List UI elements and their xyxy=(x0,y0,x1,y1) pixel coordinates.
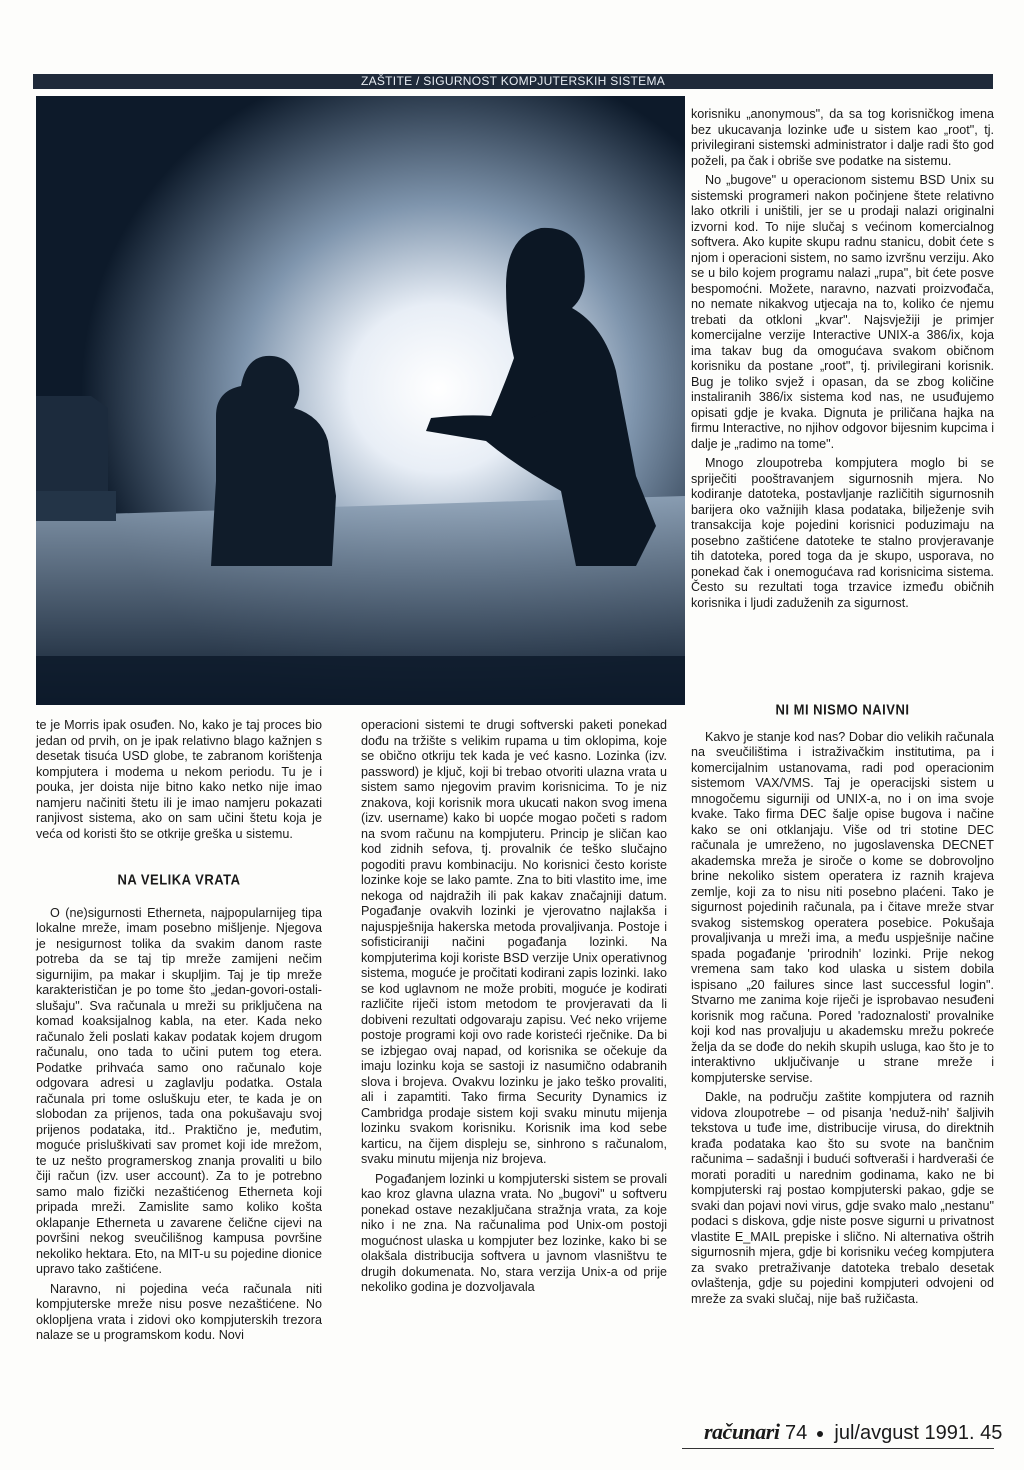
silhouette-photo-illustration xyxy=(36,96,685,705)
footer-rule xyxy=(682,1448,994,1449)
column-1 xyxy=(36,718,322,1344)
column-3 xyxy=(691,702,994,1307)
subheading-na-velika-vrata: NA VELIKA VRATA xyxy=(117,870,241,889)
paragraph: Mnogo zloupotreba kompjutera moglo bi se spriječiti pooštravanjem sigurnosnih mjera. No kodiranje datoteka, postavljanje različitih sigurnosnih barijera oko važnijih klasa podataka, bilježenje svih transakcija koje pojedini korisnici poduzimaju na posebno zaštićene datoteke te stalno provjeravanje tih datoteka, pored toga da je skupo, usporava, no ponekad čak i onemogućava rad korisnicima sistema. Često su rezultati toga trzavice između običnih korisnika i ljudi zaduženih za sigurnost. xyxy=(691,456,994,610)
section-header-bar xyxy=(33,74,993,89)
paragraph: No „bugove" u operacionom sistemu BSD Unix su sistemski programeri nakon počinjene štete relativno lako otkrili i uništili, jer se u prodaji nalazi originalni izvorni kod. To nije slučaj s većinom komercialnog softvera. Ako kupite skupu radnu stanicu, dobit ćete s njom i operacioni sistem, no samo izvršnu verziju. Ako se u bilo kojem programu nalazi „rupa", bit ćete posve bespomoćni. Možete, naravno, nazvati proizvođača, no nemate nikakvog utjecaja na to, koliko će njemu trebati da otkloni „kvar". Najsvježiji je primjer komercijalne verzije Interactive UNIX-a 386/ix, koja ima takav bug da omogućava svakom običnom korisniku da postane „root", tj. privilegirani korisnik. Bug je toliko svjež i opasan, da se zbog količine instaliranih 386/ix sistema kod nas, ne usuđujemo opisati gdje je kvaka. Dignuta je priličana hajka na firmu Interactive, no njihov odgovor bijesnim kupcima i dalje je „radimo na tome". xyxy=(691,173,994,451)
paragraph: Naravno, ni pojedina veća računala niti kompjuterske mreže nisu posve nezaštićene. No oklopljena vrata i zidovi oko kompjuterskih trezora nalaze se u programskom kodu. Novi xyxy=(36,1281,322,1342)
bullet-dot-icon xyxy=(817,1431,823,1437)
paragraph: korisniku „anonymous", da sa tog korisničkog imena bez ukucavanja lozinke uđe u sistem kao „root", tj. privilegirani sistemski administrator i dalje radi što god poželi, pa čak i obriše sve podatke na sistemu. xyxy=(691,107,994,168)
page-footer xyxy=(704,1419,1002,1445)
paragraph: Pogađanjem lozinki u kompjuterski sistem se provali kao kroz glavna ulazna vrata. No „bugovi" u softveru ponekad ostave nezaključana stražnja vrata, za koje niko i ne zna. Na računalima pod Unix-om postoji mogućnost ulaska u kompjuter bez lozinke, kako bi se olakšala distribucija softvera u javnom vlasništvu te drugih dokumenata. No, stara verzija Unix-a od prije nekoliko godina je dozvoljavala xyxy=(361,1171,667,1294)
issue-number: 74 xyxy=(785,1422,808,1444)
section-title: ZAŠTITE / SIGURNOST KOMPJUTERSKIH SISTEMA xyxy=(360,74,666,88)
article-photo xyxy=(36,96,685,705)
issue-date-page: jul/avgust 1991. 45 xyxy=(834,1422,1003,1444)
column-2 xyxy=(361,718,667,1296)
paragraph: te je Morris ipak osuđen. No, kako je taj proces bio jedan od prvih, on je ipak relativno blago kažnjen s desetak tisuća USD globe, te zabranom korištenja kompjutera i modema u nekom periodu. Tu je i pouka, jer doista nije bitno kako netko nije imao namjeru načiniti štetu ili je imao namjeru pokazati ranjivost sistema, ako on sam učini štetu koja je veća od koristi što se otkrije greška u sistemu. xyxy=(36,718,322,841)
top-right-column xyxy=(691,107,994,611)
magazine-name: računari xyxy=(704,1419,780,1444)
paragraph: O (ne)sigurnosti Etherneta, najpopularnijeg tipa lokalne mreže, imam posebno mišljenje. Njegova je nesigurnost tolika da svakim danom raste potreba da se taj tip mreže zamijeni nečim sigurnijim, pa makar i skupljim. Taj je tip mreže karakterističan je po tome što „jedan-govori-ostali-slušaju". Sva računala u mreži su priključena na komad koaksijalnog kabla, na eter. Kada neko računalo želi poslati kakav podatak kojem drugom računalu, ono tada to učini putem tog etera. Podatke prihvaća samo ono računalo koje odgovara adresi u zaglavlju podatka. Ostala računala pri tome osluškuju eter, te kada je on slobodan za prijenos, tada ona pokušavaju svoj prijenos podataka, itd.. Praktično je, međutim, moguće prisluškivati sav promet koji ide mrežom, te uz nešto programerskog znanja provaliti u bilo čiji račun (izv. user account). Za to je potrebno samo malo fizički nezaštićenog Etherneta koji pripada mreži. Zamislite samo koliko košta oklapanje Etherneta u zavarene čelične cijevi na površini nekog sveučilišnog kampusa površine nekoliko hektara. Eto, na MIT-u su pojedine dionice upravo tako zaštićene. xyxy=(36,905,322,1276)
paragraph: Kakvo je stanje kod nas? Dobar dio velikih računala na sveučilištima i istraživačkim institutima, pa i komercijalnim ustanovama, radi pod operacionim sistemom VAX/VMS. Taj je operacijski sistem u mnogočemu sigurniji od UNIX-a, no i on ima svoje kvake. Tako firma DEC šalje opise bugova i načine kako se oni otklanjaju. Više od tri stotine DEC računala je umreženo, no jugoslavenska DECNET akademska mreža je siroče o kome se dobrovoljno brine nekoliko sistem operatera iz raznih krajeva zemlje, koji za to nisu niti posebno plaćeni. Tako je sigurnost pojedinih računala, pa i čitave mreže stvar svakog sistemskog operatera posebice. Pokušaja provaljivanja u mreži ima, a među uspješnije načine spada pogađanje 'prirodnih' lozinki. Prije nekog vremena sam tako kod ulaska u sistem dobila ispisano „20 failures since last successful login". Stvarno me zanima koje riječi je isprobavao nesuđeni korisnik mog računa. Pored 'radoznalosti' provalnike koji kod nas provaljuju u akademsku mrežu pokreće želja da se dođe do nekih skupih usluga, kao što je to interaktivno uključivanje u strane mreže i kompjuterske servise. xyxy=(691,729,994,1085)
subheading-ni-mi-nismo-naivni: NI MI NISMO NAIVNI xyxy=(775,700,910,719)
paragraph: operacioni sistemi te drugi softverski paketi ponekad dođu na tržište s velikim rupama u tim oklopima, koje se obično otkriju tek kada je već kasno. Lozinka (izv. password) je ključ, koji bi trebao otvoriti ulazna vrata u sistem samo njegovim pravim korisnicima. To je niz znakova, koji korisnik mora ukucati nakon svog imena (izv. username) kako bi uopće mogao početi s radom na svom računu na kompjuteru. Princip je sličan kao kod zidnih sefova, tj. provalnik će teško slučajno pogoditi pravu kombinaciju. No korisnici često koriste lozinke koje se lako pamte. Zna to biti vlastito ime, ime nekoga od najdražih ili pak kakav značajniji datum. Pogađanje ovakvih lozinki je vjerovatno najlakša i najuspješnija hakerska metoda provaljivanja. Postoje i sofisticiraniji načini pogađanja lozinki. Na kompjuterima koji koriste BSD verzije Unix operativnog sistema, moguće je pročitati kodirani zapis lozinki. Iako se kod uglavnom ne može probiti, moguće je kodirati različite riječi istom metodom te provjeravati da li dobiveni rezultati odgovaraju zapisu. Već neko vrijeme postoje programi koji ovo rade koristeći rječnike. Da bi se izbjegao ovaj napad, od korisnika se očekuje da imaju lozinku koja se sastoji iz nasumično odabranih slova i brojeva. Ovakvu lozinku je jako teško provaliti, ali i zapamtiti. Tako firma Security Dynamics iz Cambridga prodaje sistem koji svaku minutu mijenja lozinku svakom korisniku. Korisnik ima kod sebe karticu, na čijem displeju se, sinhrono s računalom, svaku minutu mijenja niz brojeva. xyxy=(361,718,667,1166)
paragraph: Dakle, na području zaštite kompjutera od raznih vidova zloupotrebe – od pisanja 'neduž-nih' šaljivih tekstova u tuđe ime, distribucije virusa, do direktnih krađa podataka kao što su svote na bančnim računima – sadašnji i budući softveraši i hardveraši će morati poraditi u narednim godinama, kako ne bi kompjuterski raj postao kompjuterski pakao, gdje se svaki dan pojavi novi virus, gdje svako malo „nestanu" podaci s diskova, gdje niste posve sigurni u privatnost vlastite E_MAIL prepiske i slično. Ni alternativa oštrih sigurnosnih mjera, gdje bi korisniku većeg kompjutera za svako pretraživanje datoteka trebalo desetak ovlaštenja, gdje su pojedini kompjuteri odvojeni od mreže za svaki slučaj, nije baš ružičasta. xyxy=(691,1090,994,1306)
